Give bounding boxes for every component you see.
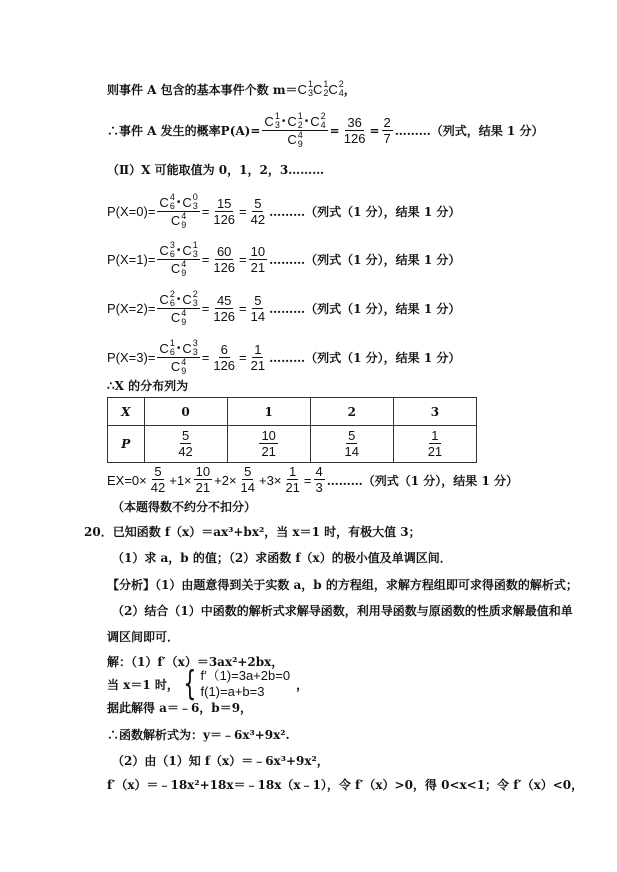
score-note: ………（列式（1 分），结果 1 分） [326,473,518,488]
fraction: $\frac{5}{14}$ [344,428,360,459]
fraction: $\frac{45}{126}$ [213,292,236,324]
fraction: C 2 6 • C 2 3 C 4 9 [159,289,198,327]
fraction: $\frac{1}{21}$ [250,341,266,373]
combination: C 1 3 [264,111,280,130]
combination: C 1 2 [312,79,329,98]
combination: C 1 6 [159,338,175,357]
text: ， [343,82,356,97]
score-note: ………（列式，结果 1 分） [394,124,544,138]
fraction: $\frac{10}{21}$ [195,464,211,495]
fraction: $\frac{5}{14}$ [240,464,256,495]
combination: C 4 9 [170,259,187,278]
equation-system: { f′（1)=3a+2b=0 f(1)=a+b=3 [183,664,291,704]
fraction: $\frac{6}{126}$ [213,341,236,373]
note: （本题得数不约分不扣分） [112,500,257,514]
fraction: $\frac{1}{21}$ [285,464,300,495]
analysis-line: 调区间即可． [107,630,180,644]
score-note: ………（列式（1 分），结果 1 分） [269,205,461,219]
cell: 0 [144,398,227,426]
line-expectation: EX=0× $\frac{5}{42}$ +1× $\frac{10}{21}$ +2× $\frac{5}{14}$ +3× $\frac{1}{21}$ = $\frac{4}{3}$ ………（列式（1 分），结果 1 分） [107,464,518,495]
fraction: $\frac{15}{126}$ [213,195,236,227]
line-event-count [107,80,356,98]
cell: 3 [393,398,476,426]
combination: C 2 4 [310,111,326,130]
distribution-title: ∴X 的分布列为 [107,379,189,393]
distribution-table [107,397,477,463]
cell [393,426,476,463]
cell [144,426,227,463]
cell [227,426,310,463]
analysis-line: 【分析】（1）由题意得到关于实数 a，b 的方程组，求解方程组即可求得函数的解析式； [107,578,578,592]
text: 当 x＝1 时， [107,677,179,692]
probability-line: P(X=1)= C 3 6 • C 1 3 C 4 9 = $\frac{60}{126}$ = $\frac{10}{21}$ ………（列式（1 分），结果 1 分） [107,240,461,278]
combination: C 2 4 [328,79,344,98]
text: ∴事件 A 发生的概率P(A)= [107,124,261,138]
question-20: 20．已知函数 f（x）＝ax³+bx²，当 x＝1 时，有极大值 3； [84,525,421,539]
combination: C 4 9 [170,308,187,327]
combination: C 1 3 [182,240,198,259]
fraction: $\frac{1}{21}$ [427,428,443,459]
combination: C 2 6 [159,289,175,308]
fraction: $\frac{4}{3}$ [315,464,323,495]
fraction: $\frac{5}{42}$ [178,428,193,459]
fraction: C 1 6 • C 3 3 C 4 9 [159,338,198,376]
combination: C 4 9 [170,211,187,230]
fraction: $\frac{60}{126}$ [213,243,236,275]
text: 则事件 A 包含的基本事件个数 m＝ [107,82,298,97]
cell: X [108,398,145,426]
combination: C 3 3 [182,338,198,357]
fraction: $\frac{5}{14}$ [250,292,266,324]
fraction: $\frac{2}{7}$ [383,114,391,146]
cell: P [108,426,145,463]
combination: C 2 3 [182,289,198,308]
fraction: $\frac{36}{126}$ [343,114,366,146]
cell: 2 [310,398,393,426]
cell: 1 [227,398,310,426]
probability-line: P(X=3)= C 1 6 • C 3 3 C 4 9 = $\frac{6}{126}$ = $\frac{1}{21}$ ………（列式（1 分），结果 1 分） [107,338,461,376]
text: ， [296,677,309,692]
solution-system [107,664,309,704]
probability-line: P(X=2)= C 2 6 • C 2 3 C 4 9 = $\frac{45}{126}$ = $\frac{5}{14}$ ………（列式（1 分），结果 1 分） [107,289,461,327]
fraction: C 4 6 • C 0 3 C 4 9 [159,192,198,230]
solution-line: ∴函数解析式为：y＝﹣6x³+9x². [107,728,290,742]
fraction: C 3 6 • C 1 3 C 4 9 [159,240,198,278]
score-note: ………（列式（1 分），结果 1 分） [269,253,461,267]
combination: C 3 6 [159,240,175,259]
combination: C 0 3 [182,192,198,211]
fraction: C 1 3 • C 1 2 • C 2 4 C 4 9 [264,111,326,149]
line-probability-A: ∴事件 A 发生的概率P(A)= C 1 3 • C 1 2 • C 2 4 C 4 9 = $\frac{36}{126}$ = $\frac{2}{7}$ ………（列式，结果 1 分） [107,111,544,149]
combination: C 1 2 [287,111,303,130]
analysis-line: （2）结合（1）中函数的解析式求解导函数，利用导函数与原函数的性质求解最值和单 [112,604,573,618]
solution-line: f′（x）＝﹣18x²+18x＝﹣18x（x﹣1），令 f′（x）>0，得 0<x<1；令 f′（x）<0， [107,778,584,792]
combination: C 4 9 [287,130,303,149]
combination: C 4 6 [159,192,175,211]
probability-line: P(X=0)= C 4 6 • C 0 3 C 4 9 = $\frac{15}{126}$ = $\frac{5}{42}$ ………（列式（1 分），结果 1 分） [107,192,461,230]
combination: C 4 9 [170,357,187,376]
combination: C 1 3 [297,79,313,98]
fraction: $\frac{5}{42}$ [150,464,166,495]
solution-line: 解：（1）f′（x）＝3ax²+2bx， [107,655,284,669]
question-parts: （1）求 a，b 的值；（2）求函数 f（x）的极小值及单调区间． [112,551,452,565]
line-X-values: （Ⅱ）X 可能取值为 0，1，2，3……… [107,163,325,177]
solution-line: （2）由（1）知 f（x）＝﹣6x³+9x²， [112,754,329,768]
cell [310,426,393,463]
fraction: $\frac{10}{21}$ [250,243,266,275]
score-note: ………（列式（1 分），结果 1 分） [269,302,461,316]
fraction: $\frac{10}{21}$ [261,428,276,459]
score-note: ………（列式（1 分），结果 1 分） [269,351,461,365]
solution-line: 据此解得 a＝﹣6，b＝9， [107,701,253,715]
fraction: $\frac{5}{42}$ [250,195,266,227]
combination-product [298,80,344,98]
